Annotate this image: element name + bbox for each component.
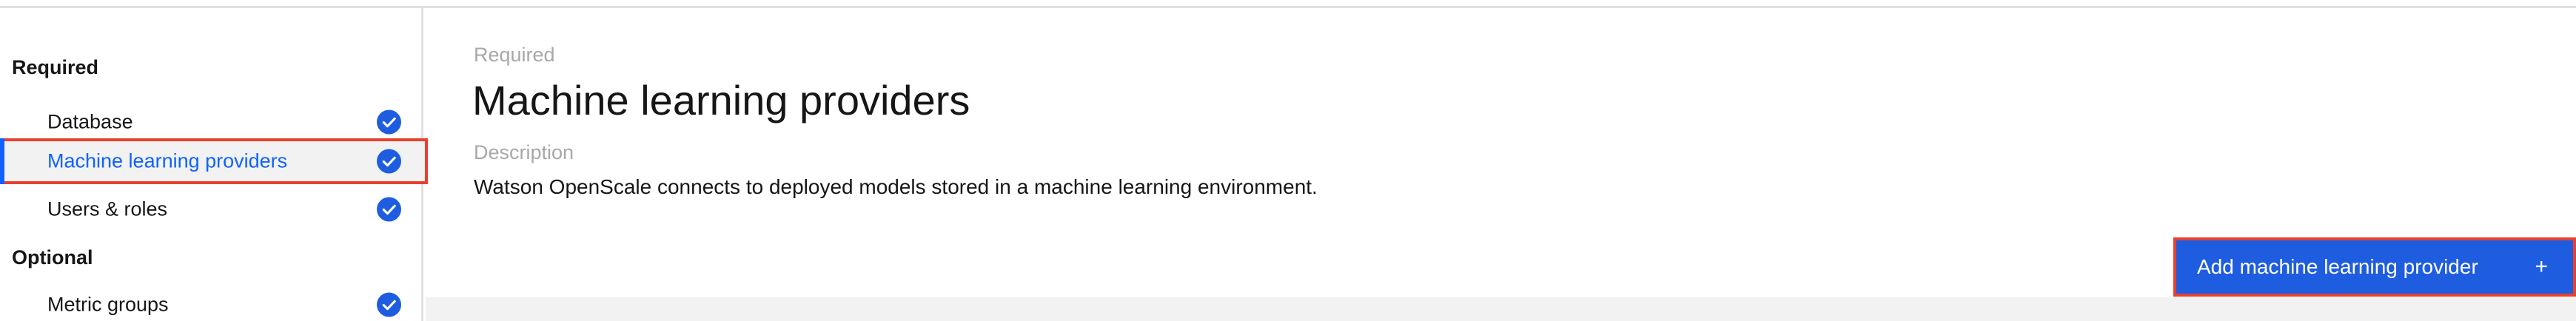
main-content: [426, 8, 2576, 321]
optional-section-heading: Optional: [12, 246, 93, 268]
sidebar-item-label: Metric groups: [47, 293, 169, 316]
plus-icon: +: [2535, 254, 2548, 279]
sidebar-item-label: Users & roles: [47, 197, 168, 220]
checkmark-filled-icon: [377, 110, 401, 135]
checkmark-filled-icon: [377, 293, 401, 317]
required-section-heading: Required: [12, 56, 99, 78]
sidebar-item-machine-learning-providers[interactable]: [0, 138, 428, 184]
checkmark-filled-icon: [377, 149, 401, 174]
sidebar-nav: [0, 8, 423, 321]
description-text: Watson OpenScale connects to deployed models stored in a machine learning environment.: [474, 175, 1318, 198]
content-panel-background: [426, 297, 2576, 321]
section-eyebrow: Required: [474, 44, 555, 66]
sidebar-item-metric-groups[interactable]: [0, 282, 423, 321]
sidebar-item-users-roles[interactable]: [0, 186, 423, 232]
add-button-label: Add machine learning provider: [2197, 255, 2478, 278]
page-title: Machine learning providers: [472, 77, 970, 124]
description-label: Description: [474, 141, 574, 163]
checkmark-filled-icon: [377, 197, 401, 222]
sidebar-item-label: Machine learning providers: [47, 149, 288, 172]
sidebar-item-label: Database: [47, 110, 133, 133]
add-machine-learning-provider-button[interactable]: [2173, 237, 2576, 297]
